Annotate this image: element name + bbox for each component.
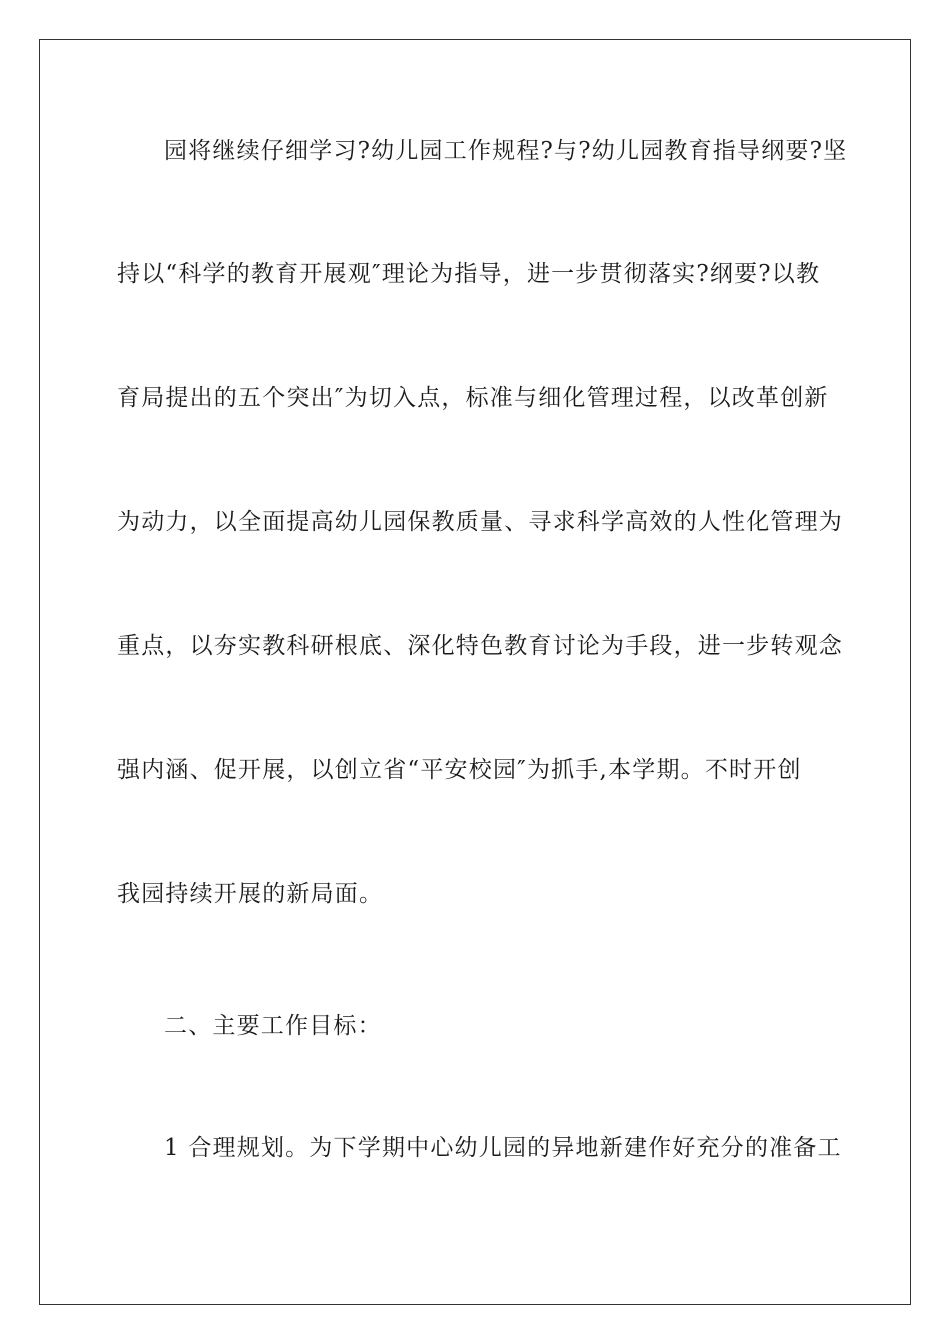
paragraph-line: 1 合理规划。为下学期中心幼儿园的异地新建作好充分的准备工 (164, 1135, 842, 1161)
paragraph-line: 重点，以夯实教科研根底、深化特色教育讨论为手段，进一步转观念 (117, 633, 843, 659)
paragraph-line: 园将继续仔细学习?幼儿园工作规程?与?幼儿园教育指导纲要?坚 (164, 138, 848, 164)
section-heading: 二、主要工作目标： (164, 1013, 382, 1039)
page-border (39, 39, 911, 1305)
paragraph-line: 持以“科学的教育开展观″理论为指导，进一步贯彻落实?纲要?以教 (117, 261, 821, 287)
paragraph-line: 为动力，以全面提高幼儿园保教质量、寻求科学高效的人性化管理为 (117, 509, 843, 535)
paragraph-line: 育局提出的五个突出″为切入点，标准与细化管理过程，以改革创新 (117, 385, 829, 411)
paragraph-line: 强内涵、促开展，以创立省“平安校园″为抓手,本学期。不时开创 (117, 757, 802, 783)
paragraph-line: 我园持续开展的新局面。 (117, 881, 384, 907)
